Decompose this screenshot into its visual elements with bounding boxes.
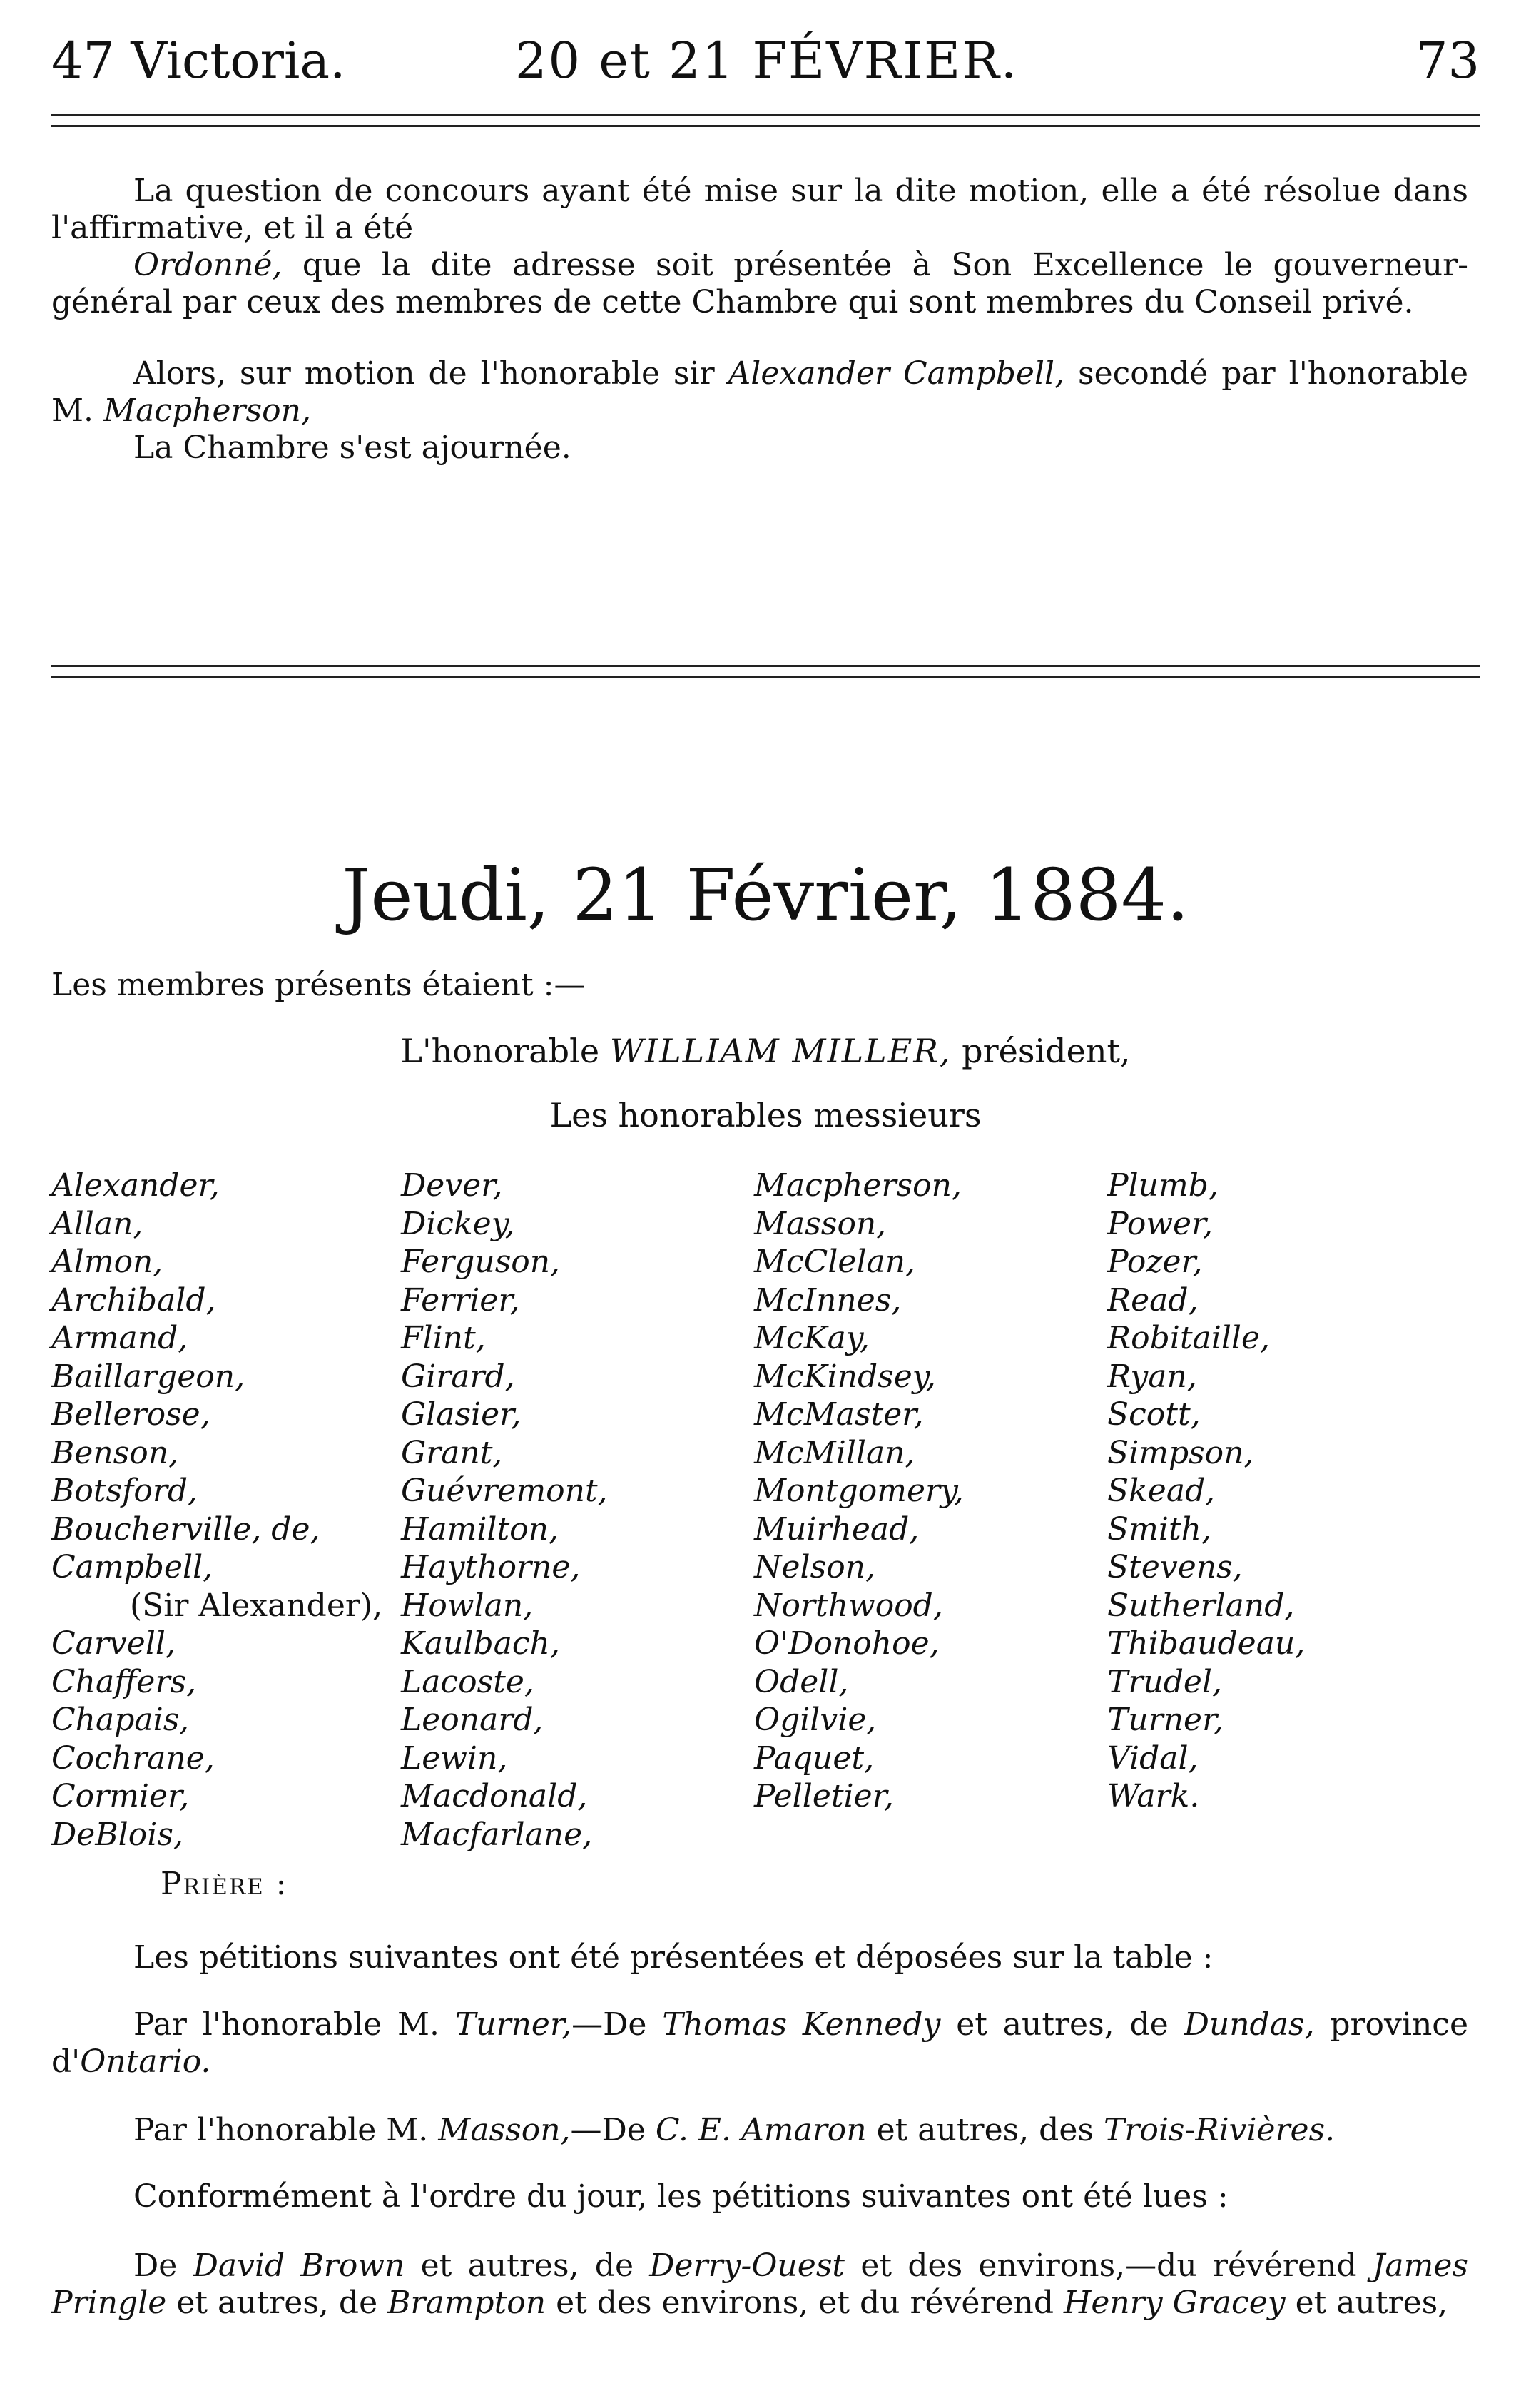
members-column-3: [754, 1167, 964, 1816]
member-name: McMillan,: [754, 1434, 915, 1471]
present-intro: Les membres présents étaient :—: [51, 967, 586, 1003]
member-name: Turner,: [1107, 1702, 1224, 1738]
member-name: Glasier,: [401, 1396, 522, 1433]
members-column-1: [51, 1167, 382, 1854]
member-name: McKindsey,: [754, 1358, 936, 1395]
member-name: Montgomery,: [754, 1473, 965, 1509]
member-name: Vidal,: [1107, 1739, 1199, 1777]
member-name: McClelan,: [754, 1244, 916, 1280]
header-dates: 20 et 21 FÉVRIER.: [515, 31, 1019, 90]
member-name: Guévremont,: [401, 1473, 608, 1509]
petitions-intro: Les pétitions suivantes ont été présentées et déposées sur la table :: [133, 1939, 1214, 1976]
member-name: Pozer,: [1107, 1244, 1203, 1280]
member-name: Stevens,: [1107, 1549, 1243, 1585]
member-name: Macdonald,: [401, 1778, 588, 1814]
petition-turner: Par l'honorable M. Turner,—De Thomas Kennedy et autres, de Dundas, province d'Ontario.: [51, 2006, 1468, 2080]
petitions-read-intro: Conformément à l'ordre du jour, les pétitions suivantes ont été lues :: [133, 2178, 1229, 2215]
adjournment-line: La Chambre s'est ajournée.: [133, 430, 571, 466]
member-name: Lacoste,: [401, 1663, 534, 1700]
member-name: Flint,: [401, 1320, 486, 1356]
member-name: DeBlois,: [51, 1816, 183, 1853]
member-name: Howlan,: [401, 1587, 534, 1624]
member-name: Girard,: [401, 1358, 515, 1395]
member-name: Simpson,: [1107, 1434, 1254, 1471]
member-name: Scott,: [1107, 1396, 1201, 1433]
member-name: Trudel,: [1107, 1663, 1222, 1700]
member-name: Chapais,: [51, 1702, 190, 1738]
petition-masson: Par l'honorable M. Masson,—De C. E. Amaron et autres, des Trois-Rivières.: [133, 2112, 1336, 2148]
member-name: Chaffers,: [51, 1663, 197, 1700]
member-name: Paquet,: [754, 1739, 875, 1777]
member-name: Robitaille,: [1107, 1320, 1271, 1356]
members-column-2: [401, 1167, 608, 1854]
member-name: Ferguson,: [401, 1244, 561, 1280]
member-name: Carvell,: [51, 1625, 176, 1662]
member-name: Nelson,: [754, 1549, 876, 1585]
member-name: Almon,: [51, 1244, 163, 1280]
member-name: Campbell,: [51, 1549, 213, 1585]
day-heading: Jeudi, 21 Février, 1884.: [342, 853, 1189, 937]
member-name: (Sir Alexander),: [130, 1587, 383, 1624]
ordonne-label: Ordonné,: [133, 247, 283, 283]
member-name: Cochrane,: [51, 1739, 215, 1777]
member-name: Macfarlane,: [401, 1816, 593, 1853]
member-name: Lewin,: [401, 1739, 508, 1777]
president-line: L'honorable WILLIAM MILLER, président,: [400, 1032, 1131, 1070]
concours-paragraph: La question de concours ayant été mise sur la dite motion, elle a été résolue dans l'affirmative, et il a été: [51, 173, 1468, 246]
member-name: Smith,: [1107, 1510, 1211, 1548]
messieurs-heading: Les honorables messieurs: [549, 1096, 982, 1134]
member-name: Thibaudeau,: [1107, 1625, 1306, 1662]
page-number: 73: [1415, 31, 1480, 90]
member-name: Hamilton,: [401, 1510, 559, 1548]
member-name: Skead,: [1107, 1473, 1216, 1509]
member-name: Botsford,: [51, 1473, 198, 1509]
priere-label: Prière :: [161, 1866, 288, 1902]
member-name: McKay,: [754, 1320, 870, 1356]
member-name: Grant,: [401, 1434, 503, 1471]
section-rule: [51, 665, 1480, 678]
senator-macpherson: Macpherson,: [103, 392, 311, 429]
senator-campbell: Alexander Campbell,: [728, 355, 1065, 392]
member-name: Benson,: [51, 1434, 179, 1471]
member-name: Read,: [1107, 1281, 1199, 1319]
member-name: Alexander,: [51, 1167, 220, 1204]
member-name: Leonard,: [401, 1702, 544, 1738]
running-head: [51, 29, 1480, 93]
member-name: Dickey,: [401, 1205, 515, 1242]
member-name: McInnes,: [754, 1281, 902, 1319]
member-name: Northwood,: [754, 1587, 943, 1624]
petitions-read-list: De David Brown et autres, de Derry-Ouest et des environs,—du révérend James Pringle et autres, de Brampton et des environs, et du révérend Henry Gracey et autres,: [51, 2247, 1468, 2321]
member-name: Dever,: [401, 1167, 503, 1204]
president-name: WILLIAM MILLER,: [609, 1032, 952, 1070]
header-rule: [51, 114, 1480, 127]
member-name: Power,: [1107, 1205, 1214, 1242]
member-name: Boucherville, de,: [51, 1510, 320, 1548]
member-name: Macpherson,: [754, 1167, 962, 1204]
member-name: Archibald,: [51, 1281, 216, 1319]
member-name: Plumb,: [1107, 1167, 1219, 1204]
member-name: Baillargeon,: [51, 1358, 245, 1395]
members-list: [51, 1167, 1443, 1880]
session-label: 47 Victoria.: [51, 31, 346, 90]
member-name: Ferrier,: [401, 1281, 520, 1319]
member-name: Sutherland,: [1107, 1587, 1295, 1624]
member-name: Haythorne,: [401, 1549, 581, 1585]
member-name: Odell,: [754, 1663, 849, 1700]
member-name: Wark.: [1107, 1778, 1200, 1814]
member-name: McMaster,: [754, 1396, 924, 1433]
ordonne-paragraph: Ordonné, que la dite adresse soit présentée à Son Excellence le gouverneur-général par ceux des membres de cette Chambre qui sont membres du Conseil privé.: [51, 247, 1468, 320]
member-name: Cormier,: [51, 1778, 190, 1814]
member-name: Masson,: [754, 1205, 887, 1242]
member-name: Ogilvie,: [754, 1702, 877, 1738]
member-name: Kaulbach,: [401, 1625, 560, 1662]
member-name: Bellerose,: [51, 1396, 210, 1433]
member-name: Ryan,: [1107, 1358, 1197, 1395]
member-name: Pelletier,: [754, 1778, 894, 1814]
member-name: Allan,: [51, 1205, 143, 1242]
members-column-4: [1107, 1167, 1305, 1816]
adjournment-motion: Alors, sur motion de l'honorable sir Alexander Campbell, secondé par l'honorable M. Macpherson,: [51, 355, 1468, 429]
member-name: Armand,: [51, 1320, 188, 1356]
member-name: Muirhead,: [754, 1510, 920, 1548]
member-name: O'Donohoe,: [754, 1625, 940, 1662]
